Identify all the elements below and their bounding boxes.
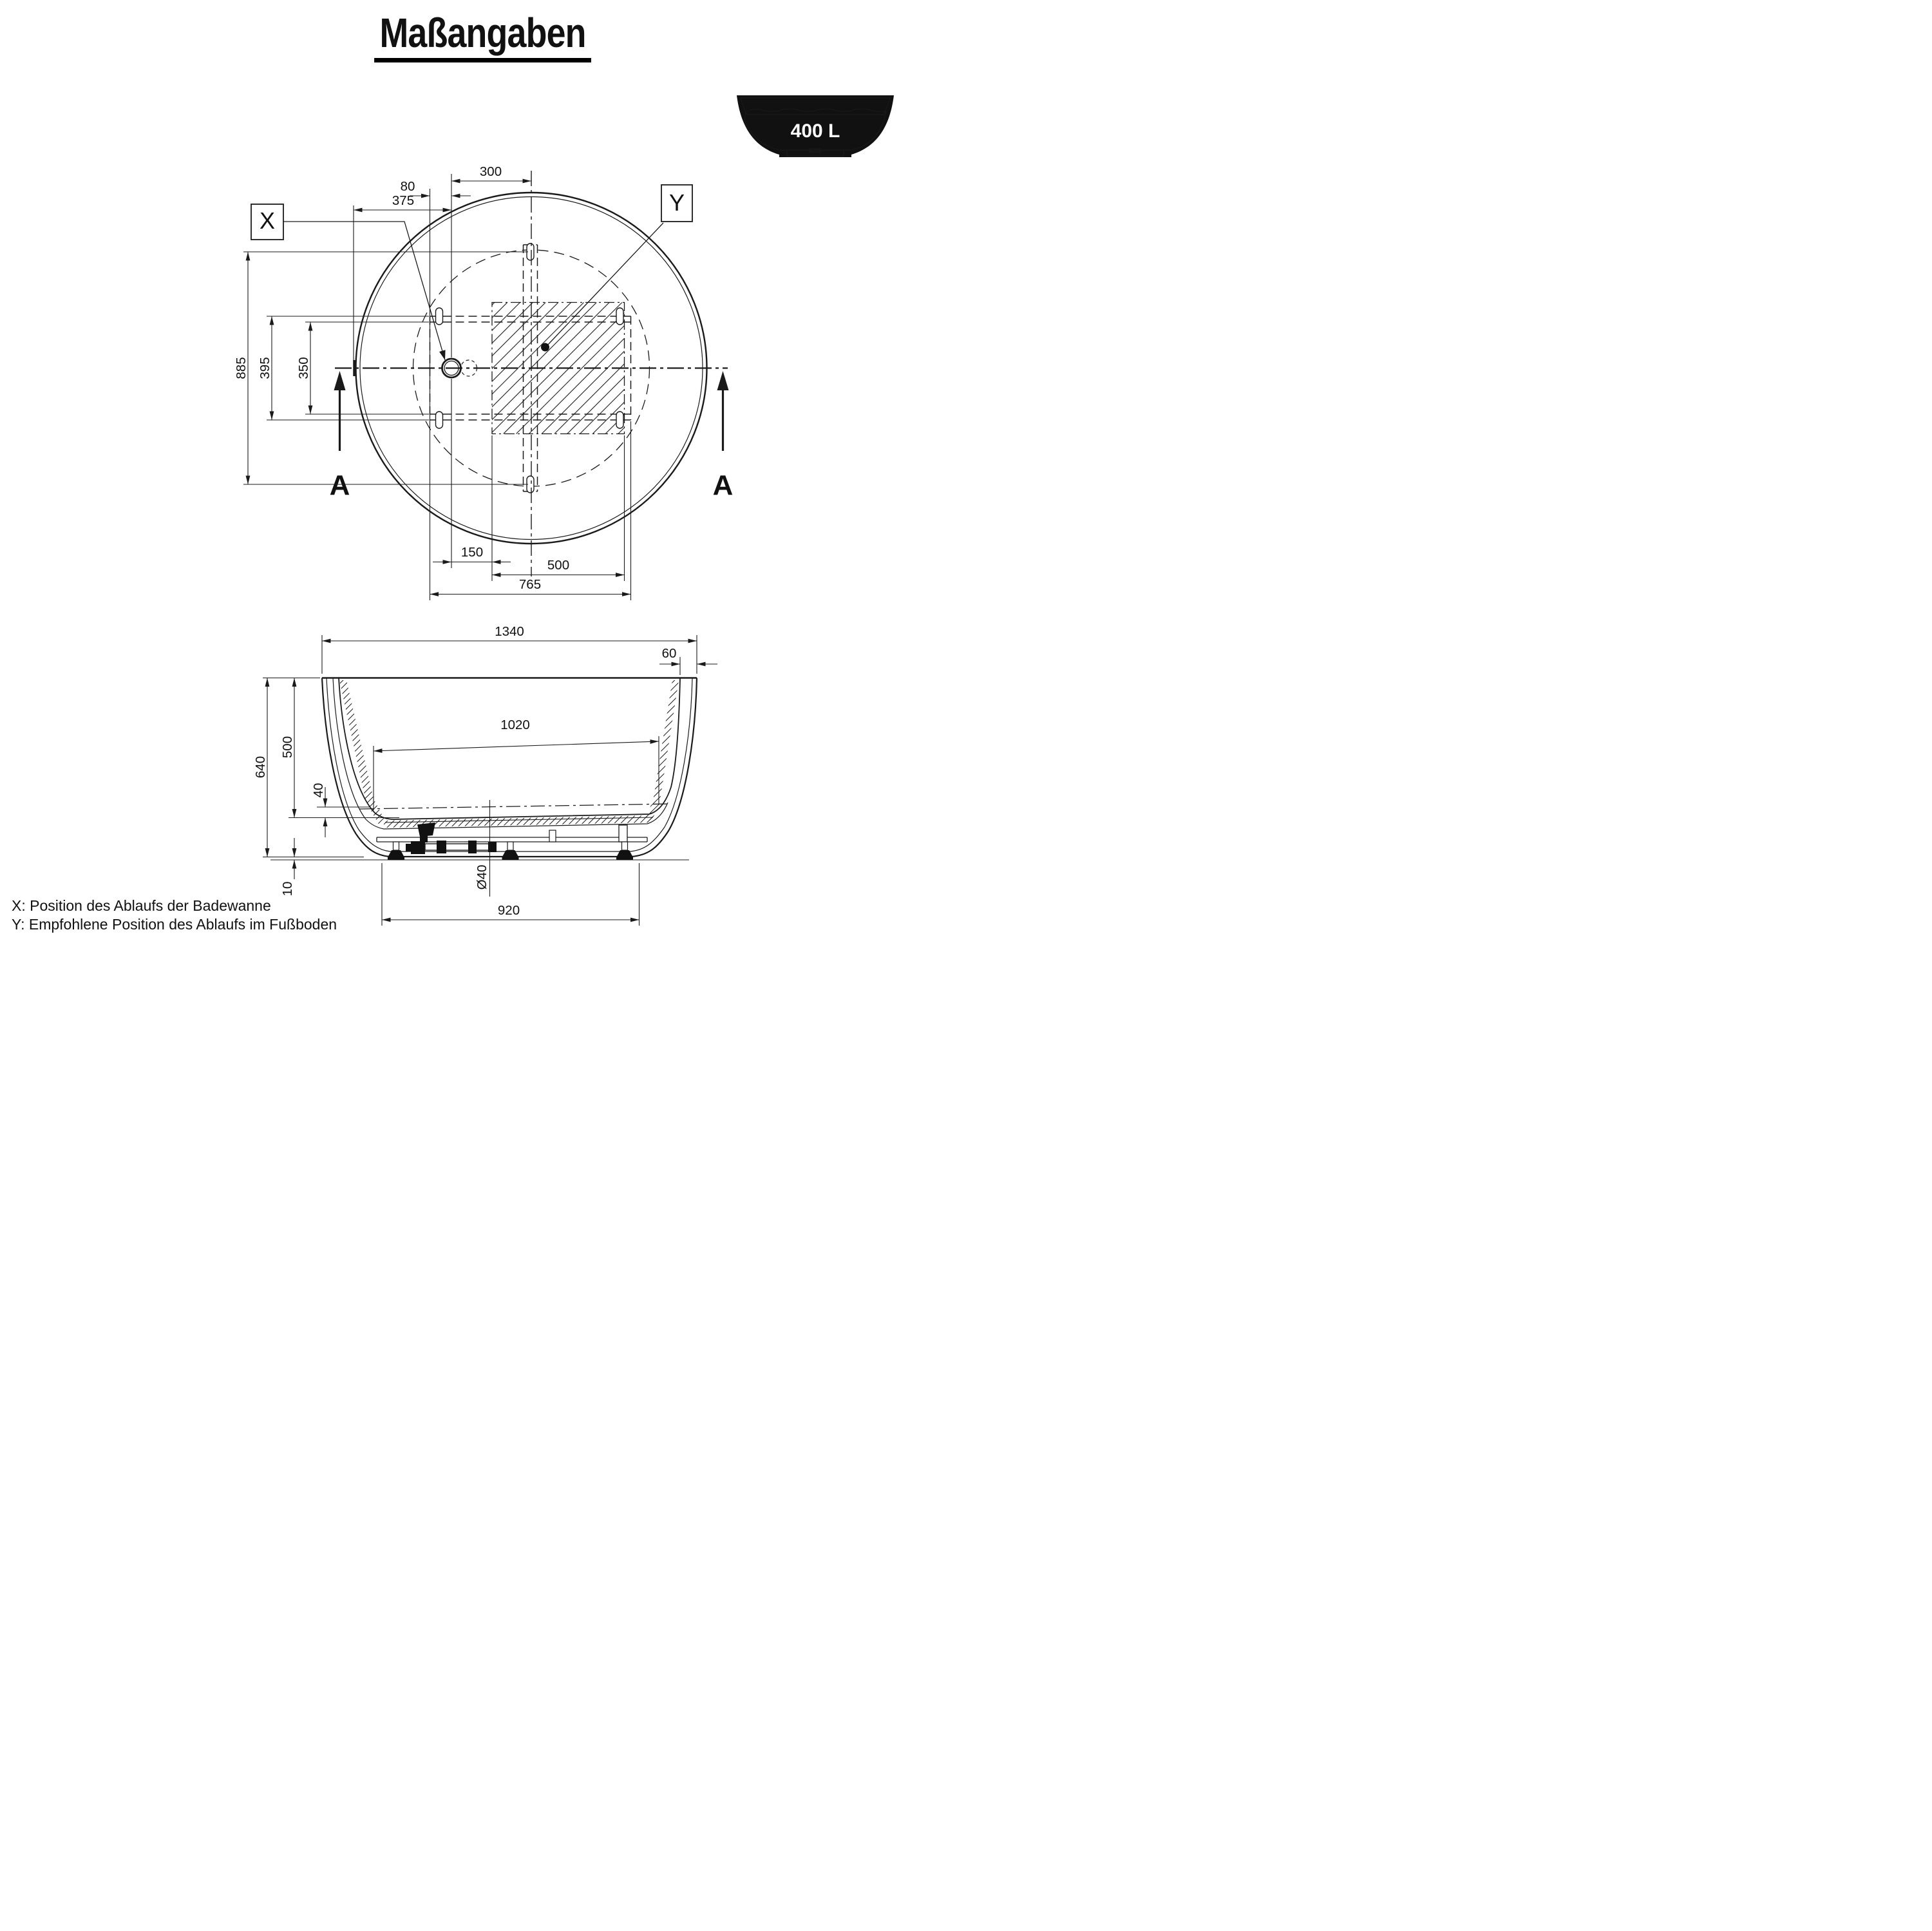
dim-frame-width-765: [430, 421, 631, 600]
svg-text:395: 395: [258, 357, 272, 379]
capacity-badge: [737, 95, 894, 157]
dim-overall-width-1340: [322, 624, 697, 674]
marker-x-label: X: [259, 207, 276, 234]
svg-text:Ø40: Ø40: [475, 864, 489, 890]
marker-x-leader-line: [283, 222, 445, 360]
svg-text:40: 40: [311, 783, 326, 798]
side-view: [253, 624, 717, 926]
section-arrow-right: [713, 371, 734, 501]
dim-zone-width-500: [492, 435, 625, 581]
svg-text:1340: 1340: [495, 624, 524, 639]
marker-y-label: Y: [668, 189, 685, 216]
svg-text:350: 350: [296, 357, 311, 379]
dim-floor-clearance-10: [280, 838, 295, 896]
legend-y-note: Y: Empfohlene Position des Ablaufs im Fußboden: [12, 916, 337, 933]
capacity-label: 400 L: [790, 120, 840, 142]
dim-feet-spacing-920: [382, 863, 639, 926]
marker-x: [251, 204, 445, 360]
svg-text:640: 640: [253, 756, 268, 779]
dimension-drawing: [0, 0, 966, 966]
svg-text:10: 10: [280, 881, 295, 897]
section-label-right: A: [712, 470, 734, 501]
svg-text:765: 765: [518, 577, 542, 592]
top-view: [234, 164, 733, 600]
svg-text:500: 500: [547, 558, 570, 573]
tub-shell-section: [322, 678, 697, 857]
svg-text:500: 500: [280, 736, 295, 759]
svg-text:920: 920: [497, 903, 520, 918]
legend-x-note: X: Position des Ablaufs der Badewanne: [12, 897, 271, 914]
section-plane-line: [359, 804, 671, 809]
legend: [12, 897, 337, 934]
svg-text:80: 80: [400, 179, 415, 194]
svg-text:1020: 1020: [500, 718, 530, 732]
svg-text:60: 60: [661, 646, 677, 661]
svg-text:375: 375: [392, 193, 415, 208]
dim-floor-length-1020: [374, 718, 659, 810]
svg-text:885: 885: [234, 357, 249, 379]
svg-text:150: 150: [460, 545, 484, 560]
dim-edge-to-drain-375: [354, 193, 451, 366]
section-label-left: A: [329, 470, 350, 501]
dim-rim-thickness-60: [659, 646, 717, 675]
page-title-text: Maßangaben: [375, 9, 592, 62]
svg-text:300: 300: [479, 164, 502, 179]
base-frame: [377, 825, 647, 842]
section-arrow-left: [330, 371, 350, 501]
